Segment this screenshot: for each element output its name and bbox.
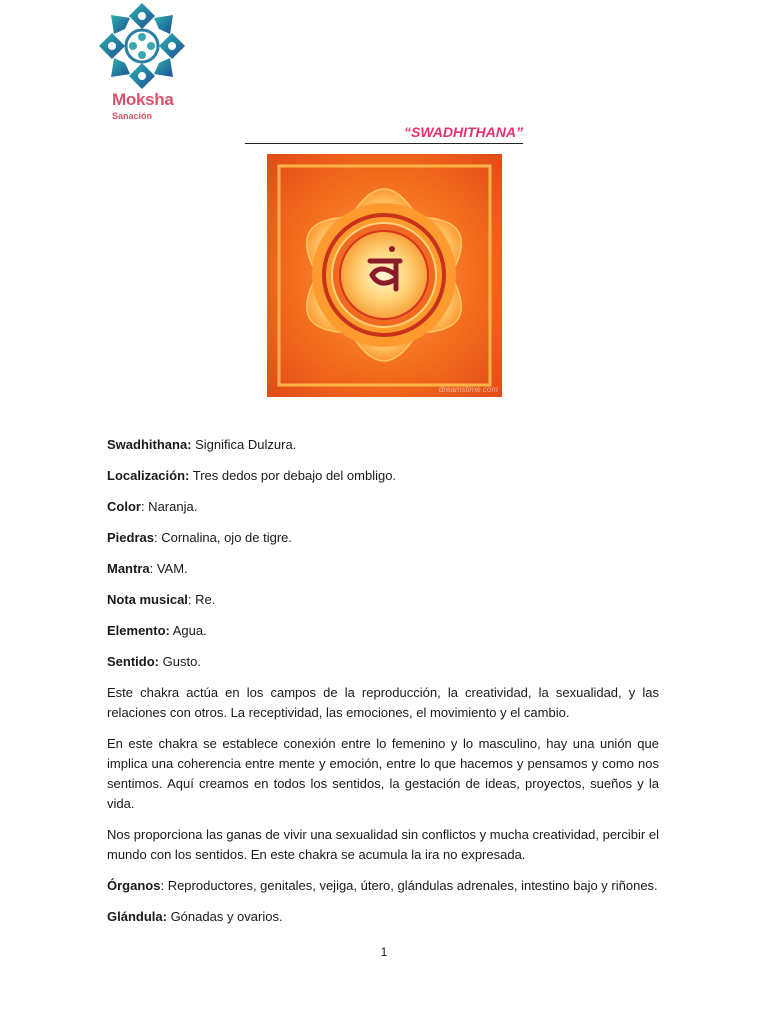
field-value: : Re. xyxy=(187,592,216,607)
field-value: Tres dedos por debajo del ombligo. xyxy=(189,468,397,483)
field-label: Elemento: xyxy=(107,623,170,638)
document-title: “SWADHITHANA” xyxy=(404,124,523,140)
field-piedras xyxy=(107,528,659,548)
field-label: Glándula: xyxy=(107,909,167,924)
field-glandula xyxy=(107,907,659,927)
field-label: Mantra xyxy=(107,561,150,576)
field-sentido xyxy=(107,652,659,672)
field-label: Swadhithana: xyxy=(107,437,192,452)
field-localizacion xyxy=(107,466,659,486)
field-label: Nota musical xyxy=(107,592,188,607)
field-value: Agua. xyxy=(169,623,207,638)
title-underline xyxy=(245,124,523,144)
body-paragraph: En este chakra se establece conexión entre lo femenino y lo masculino, hay una unión que implica una coherencia entre mente y emoción, entre lo que hacemos y pensamos y como nos sentimos. Aquí creamos en todos los sentidos, la gestación de ideas, proyectos, sueños y la vida. xyxy=(107,736,659,811)
field-value: : Cornalina, ojo de tigre. xyxy=(153,530,293,545)
field-nota-musical xyxy=(107,590,659,610)
image-watermark: dreamstime.com xyxy=(438,385,498,394)
field-value: : VAM. xyxy=(149,561,188,576)
sacral-chakra-image xyxy=(267,154,502,397)
field-label: Órganos xyxy=(107,878,161,893)
field-label: Localización: xyxy=(107,468,190,483)
field-value: : Naranja. xyxy=(140,499,198,514)
field-color xyxy=(107,497,659,517)
field-swadhithana xyxy=(107,435,659,455)
body-paragraph: Este chakra actúa en los campos de la reproducción, la creatividad, la sexualidad, y las relaciones con otros. La receptividad, las emociones, el movimiento y el cambio. xyxy=(107,685,659,720)
field-value: Significa Dulzura. xyxy=(191,437,297,452)
logo-name: Moksha xyxy=(112,90,174,109)
body-paragraph: Nos proporciona las ganas de vivir una sexualidad sin conflictos y mucha creatividad, percibir el mundo con los sentidos. En este chakra se acumula la ira no expresada. xyxy=(107,827,659,862)
moksha-logo xyxy=(92,2,192,124)
field-label: Piedras xyxy=(107,530,154,545)
field-elemento xyxy=(107,621,659,641)
document-body xyxy=(107,435,659,938)
field-organos xyxy=(107,876,659,896)
page-number: 1 xyxy=(380,945,388,959)
field-value: Gusto. xyxy=(159,654,201,669)
field-value: : Reproductores, genitales, vejiga, útero, glándulas adrenales, intestino bajo y riñones. xyxy=(160,878,658,893)
field-label: Color xyxy=(107,499,141,514)
field-value: Gónadas y ovarios. xyxy=(166,909,283,924)
lotus-mandala-icon xyxy=(92,2,192,92)
logo-subtitle: Sanación xyxy=(112,111,153,121)
field-label: Sentido: xyxy=(107,654,159,669)
field-mantra xyxy=(107,559,659,579)
